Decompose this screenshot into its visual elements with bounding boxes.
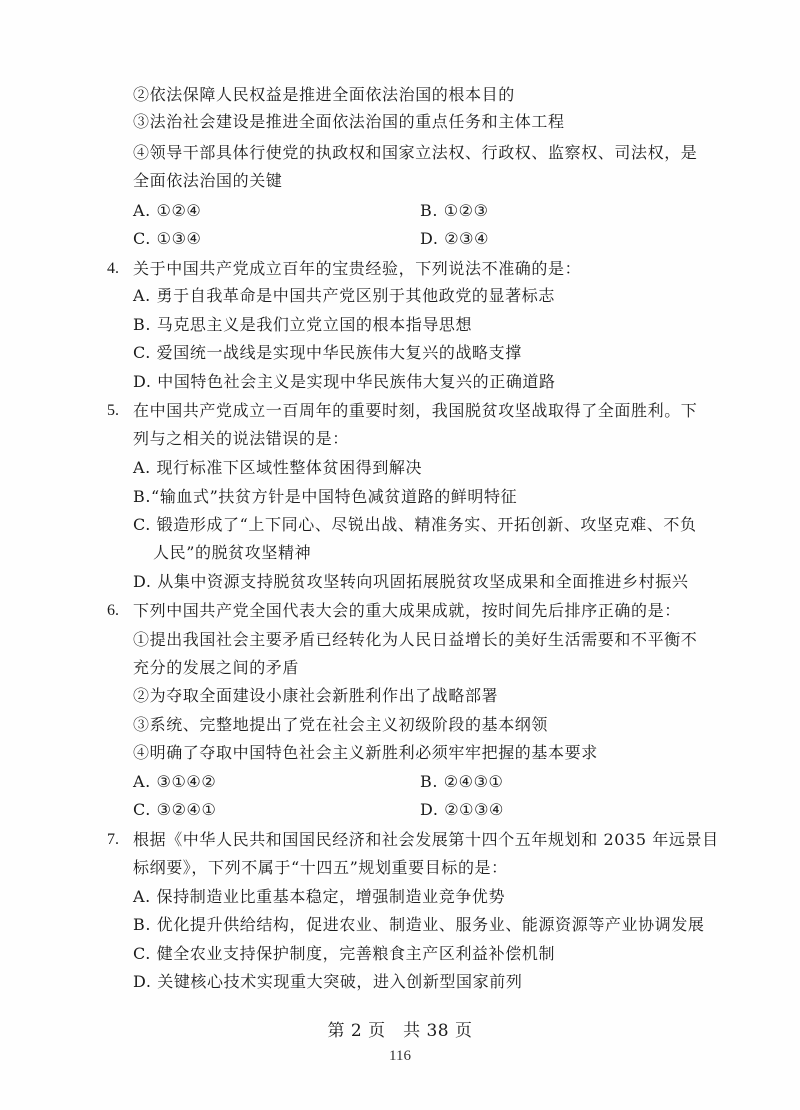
q6-option-a: A. ③①④② (133, 772, 217, 791)
q6-statement-1-line-1: ①提出我国社会主要矛盾已经转化为人民日益增长的美好生活需要和不平衡不 (133, 630, 698, 649)
q3-statement-3: ③法治社会建设是推进全面依法治国的重点任务和主体工程 (133, 112, 565, 131)
q5-option-a: A. 现行标准下区域性整体贫困得到解决 (133, 458, 423, 477)
q6-statement-2: ②为夺取全面建设小康社会新胜利作出了战略部署 (133, 686, 499, 705)
q3-option-d: D. ②③④ (420, 229, 490, 248)
q6-option-b: B. ②④③① (420, 772, 504, 791)
page-indicator: 第 2 页 共 38 页 (327, 1021, 473, 1041)
q4-option-c: C. 爱国统一战线是实现中华民族伟大复兴的战略支撑 (133, 343, 522, 362)
q6-statement-4: ④明确了夺取中国特色社会主义新胜利必须牢牢把握的基本要求 (133, 743, 598, 762)
book-page-number: 116 (389, 1048, 411, 1064)
q4-option-d: D. 中国特色社会主义是实现中华民族伟大复兴的正确道路 (133, 372, 556, 391)
q3-statement-4-line-1: ④领导干部具体行使党的执政权和国家立法权、行政权、监察权、司法权，是 (133, 143, 698, 162)
q4-stem: 关于中国共产党成立百年的宝贵经验，下列说法不准确的是： (133, 259, 582, 278)
q7-option-d: D. 关键核心技术实现重大突破，进入创新型国家前列 (133, 972, 523, 991)
q6-option-c: C. ③②④① (133, 800, 217, 819)
q5-option-b: B.“输血式”扶贫方针是中国特色减贫道路的鲜明特征 (133, 487, 518, 506)
q6-statement-1-line-2: 充分的发展之间的矛盾 (133, 658, 300, 677)
q7-option-a: A. 保持制造业比重基本稳定，增强制造业竞争优势 (133, 887, 506, 906)
q5-stem-line-1: 在中国共产党成立一百周年的重要时刻，我国脱贫攻坚战取得了全面胜利。下 (133, 401, 698, 420)
q3-statement-4-line-2: 全面依法治国的关键 (133, 171, 283, 190)
q6-statement-3: ③系统、完整地提出了党在社会主义初级阶段的基本纲领 (133, 715, 549, 734)
q7-number: 7. (107, 831, 119, 848)
q4-option-b: B. 马克思主义是我们立党立国的根本指导思想 (133, 315, 473, 334)
q5-option-c-line-2: 人民”的脱贫攻坚精神 (153, 543, 312, 562)
q6-stem: 下列中国共产党全国代表大会的重大成果成就，按时间先后排序正确的是： (133, 601, 681, 620)
q5-option-d: D. 从集中资源支持脱贫攻坚转向巩固拓展脱贫攻坚成果和全面推进乡村振兴 (133, 572, 689, 591)
q4-number: 4. (107, 260, 119, 277)
q3-option-b: B. ①②③ (420, 201, 489, 220)
q7-option-b: B. 优化提升供给结构，促进农业、制造业、服务业、能源资源等产业协调发展 (133, 915, 705, 934)
q3-option-c: C. ①③④ (133, 229, 202, 248)
q3-statement-2: ②依法保障人民权益是推进全面依法治国的根本目的 (133, 85, 515, 104)
q7-option-c: C. 健全农业支持保护制度，完善粮食主产区利益补偿机制 (133, 944, 556, 963)
q5-option-c-line-1: C. 锻造形成了“上下同心、尽锐出战、精准务实、开拓创新、攻坚克难、不负 (133, 515, 697, 534)
q5-stem-line-2: 列与之相关的说法错误的是： (133, 429, 349, 448)
q7-stem-line-2: 标纲要》，下列不属于“十四五”规划重要目标的是： (133, 858, 508, 877)
q3-option-a: A. ①②④ (133, 201, 202, 220)
q6-number: 6. (107, 602, 119, 619)
q7-stem-line-1: 根据《中华人民共和国国民经济和社会发展第十四个五年规划和 2035 年远景目 (133, 830, 719, 849)
q5-number: 5. (107, 402, 119, 419)
q6-option-d: D. ②①③④ (420, 800, 505, 819)
q4-option-a: A. 勇于自我革命是中国共产党区别于其他政党的显著标志 (133, 286, 555, 305)
